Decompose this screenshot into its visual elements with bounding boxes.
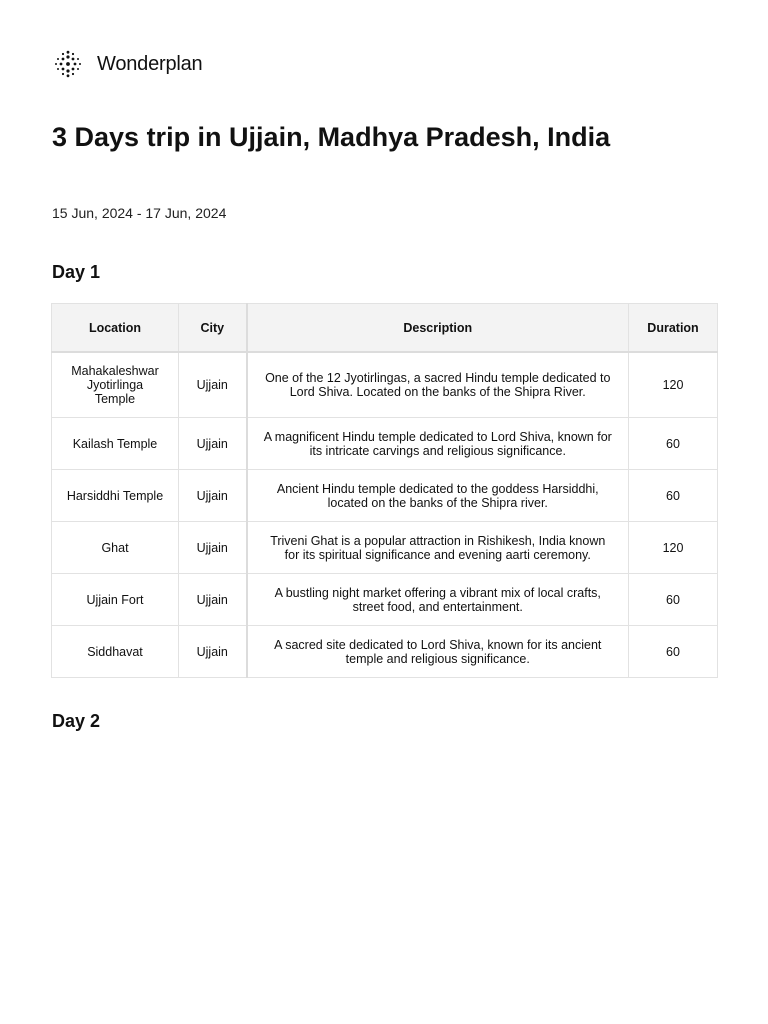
cell-location: Ghat [52,522,179,574]
cell-city: Ujjain [179,626,247,678]
table-row [52,418,718,470]
column-header-duration: Duration [629,304,718,353]
cell-city: Ujjain [179,352,247,418]
table-row [52,522,718,574]
cell-duration: 120 [629,352,718,418]
cell-duration: 120 [629,522,718,574]
cell-duration: 60 [629,626,718,678]
cell-city: Ujjain [179,470,247,522]
cell-location: Siddhavat [52,626,179,678]
cell-description: Triveni Ghat is a popular attraction in Rishikesh, India known for its spiritual significance and evening aarti ceremony. [247,522,629,574]
trip-dates: 15 Jun, 2024 - 17 Jun, 2024 [52,205,227,221]
cell-description: Ancient Hindu temple dedicated to the goddess Harsiddhi, located on the banks of the Shipra river. [247,470,629,522]
cell-location: Harsiddhi Temple [52,470,179,522]
cell-duration: 60 [629,470,718,522]
table-row [52,352,718,418]
day-heading: Day 2 [52,711,101,731]
brand-name: Wonderplan [97,52,203,75]
trip-title: 3 Days trip in Ujjain, Madhya Pradesh, India [52,122,611,152]
column-header-city: City [179,304,247,353]
cell-city: Ujjain [179,418,247,470]
wonderplan-dots-logo-icon [54,50,82,78]
cell-city: Ujjain [179,574,247,626]
cell-location: Ujjain Fort [52,574,179,626]
brand-header [54,50,202,78]
cell-location: Kailash Temple [52,418,179,470]
cell-location: Mahakaleshwar Jyotirlinga Temple [52,352,179,418]
cell-description: A magnificent Hindu temple dedicated to Lord Shiva, known for its intricate carvings and religious significance. [247,418,629,470]
column-header-location: Location [52,304,179,353]
day-heading: Day 1 [52,262,101,282]
table-row [52,470,718,522]
table-header-row [52,304,718,353]
cell-duration: 60 [629,574,718,626]
cell-description: A bustling night market offering a vibrant mix of local crafts, street food, and entertainment. [247,574,629,626]
cell-description: A sacred site dedicated to Lord Shiva, known for its ancient temple and religious significance. [247,626,629,678]
cell-duration: 60 [629,418,718,470]
column-header-description: Description [247,304,629,353]
table-row [52,574,718,626]
table-row [52,626,718,678]
cell-city: Ujjain [179,522,247,574]
cell-description: One of the 12 Jyotirlingas, a sacred Hindu temple dedicated to Lord Shiva. Located on the banks of the Shipra River. [247,352,629,418]
itinerary-table [51,303,718,678]
